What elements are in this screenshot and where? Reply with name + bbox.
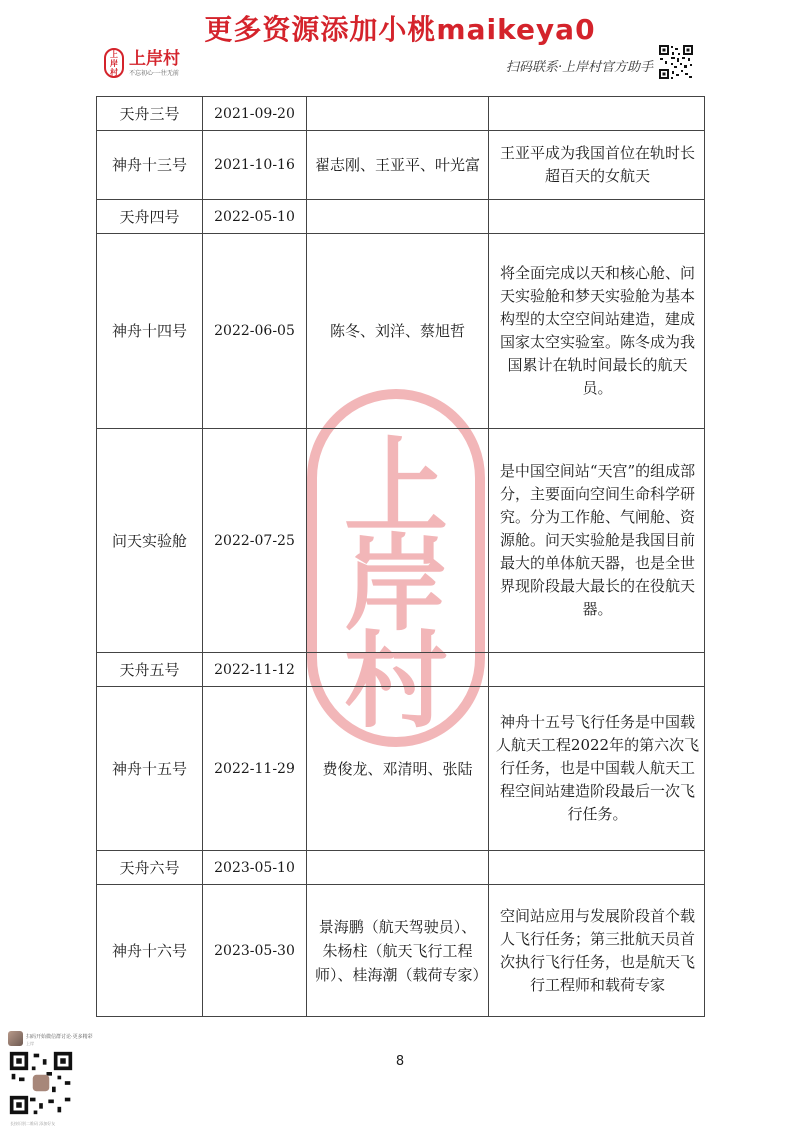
craft-name: 天舟三号 [97, 97, 203, 131]
craft-name: 神舟十三号 [97, 131, 203, 200]
table-row [97, 200, 705, 234]
logo-slogan: 不忘初心·一往无前 [129, 69, 179, 77]
crew: 景海鹏（航天驾驶员）、朱杨柱（航天飞行工程师）、桂海潮（载荷专家） [307, 885, 489, 1017]
svg-text:岸: 岸 [343, 523, 449, 645]
launch-date: 2022-06-05 [203, 234, 307, 429]
craft-name: 天舟五号 [97, 653, 203, 687]
table-row [97, 429, 705, 653]
note [489, 97, 705, 131]
logo-mark-icon: 上 岸 村 [104, 48, 124, 78]
launch-date: 2022-07-25 [203, 429, 307, 653]
qr-code-icon[interactable] [658, 44, 694, 80]
table-row [97, 97, 705, 131]
bottom-note: 长按识别二维码 添加好友 [10, 1121, 56, 1126]
page-number: 8 [395, 1054, 405, 1069]
table-row [97, 885, 705, 1017]
launch-records-table [96, 96, 705, 1017]
launch-date: 2022-11-29 [203, 687, 307, 851]
crew: 费俊龙、邓清明、张陆 [307, 687, 489, 851]
avatar [8, 1031, 23, 1046]
logo-name: 上岸村 [129, 48, 180, 69]
note [489, 851, 705, 885]
table-row [97, 653, 705, 687]
craft-name: 神舟十四号 [97, 234, 203, 429]
note: 神舟十五号飞行任务是中国载人航天工程2022年的第六次飞行任务，也是中国载人航天工程空间站建造阶段最后一次飞行任务。 [489, 687, 705, 851]
table-row [97, 851, 705, 885]
crew [307, 200, 489, 234]
craft-name: 天舟四号 [97, 200, 203, 234]
craft-name: 神舟十六号 [97, 885, 203, 1017]
launch-date: 2022-11-12 [203, 653, 307, 687]
share-sub: 上岸 [26, 1041, 34, 1046]
note: 空间站应用与发展阶段首个载人飞行任务；第三批航天员首次执行飞行任务，也是航天飞行工程师和载荷专家 [489, 885, 705, 1017]
note: 王亚平成为我国首位在轨时长超百天的女航天 [489, 131, 705, 200]
launch-date: 2021-09-20 [203, 97, 307, 131]
top-banner: 更多资源添加小桃maikeya0 [204, 13, 596, 46]
group-qr-code-icon[interactable] [8, 1050, 74, 1116]
craft-name: 神舟十五号 [97, 687, 203, 851]
crew [307, 851, 489, 885]
crew [307, 653, 489, 687]
crew [307, 97, 489, 131]
note [489, 653, 705, 687]
note: 是中国空间站“天宫”的组成部分，主要面向空间生命科学研究。分为工作舱、气闸舱、资源舱。问天实验舱是我国目前最大的单体航天器，也是全世界现阶段最大最长的在役航天器。 [489, 429, 705, 653]
table-row [97, 687, 705, 851]
share-note: 扫码开始微信群讨论·更多精彩 [26, 1034, 93, 1040]
svg-text:村: 村 [343, 620, 449, 742]
crew: 翟志刚、王亚平、叶光富 [307, 131, 489, 200]
launch-date: 2021-10-16 [203, 131, 307, 200]
launch-date: 2023-05-10 [203, 851, 307, 885]
craft-name: 问天实验舱 [97, 429, 203, 653]
craft-name: 天舟六号 [97, 851, 203, 885]
note: 将全面完成以天和核心舱、问天实验舱和梦天实验舱为基本构型的太空空间站建造，建成国家太空实验室。陈冬成为我国累计在轨时间最长的航天员。 [489, 234, 705, 429]
launch-date: 2023-05-30 [203, 885, 307, 1017]
launch-date: 2022-05-10 [203, 200, 307, 234]
crew [307, 429, 489, 653]
note [489, 200, 705, 234]
svg-text:上: 上 [343, 426, 449, 548]
crew: 陈冬、刘洋、蔡旭哲 [307, 234, 489, 429]
shananc-logo [104, 48, 180, 78]
contact-caption: 扫码联系·上岸村官方助手 [505, 60, 653, 75]
table-row [97, 131, 705, 200]
table-row [97, 234, 705, 429]
